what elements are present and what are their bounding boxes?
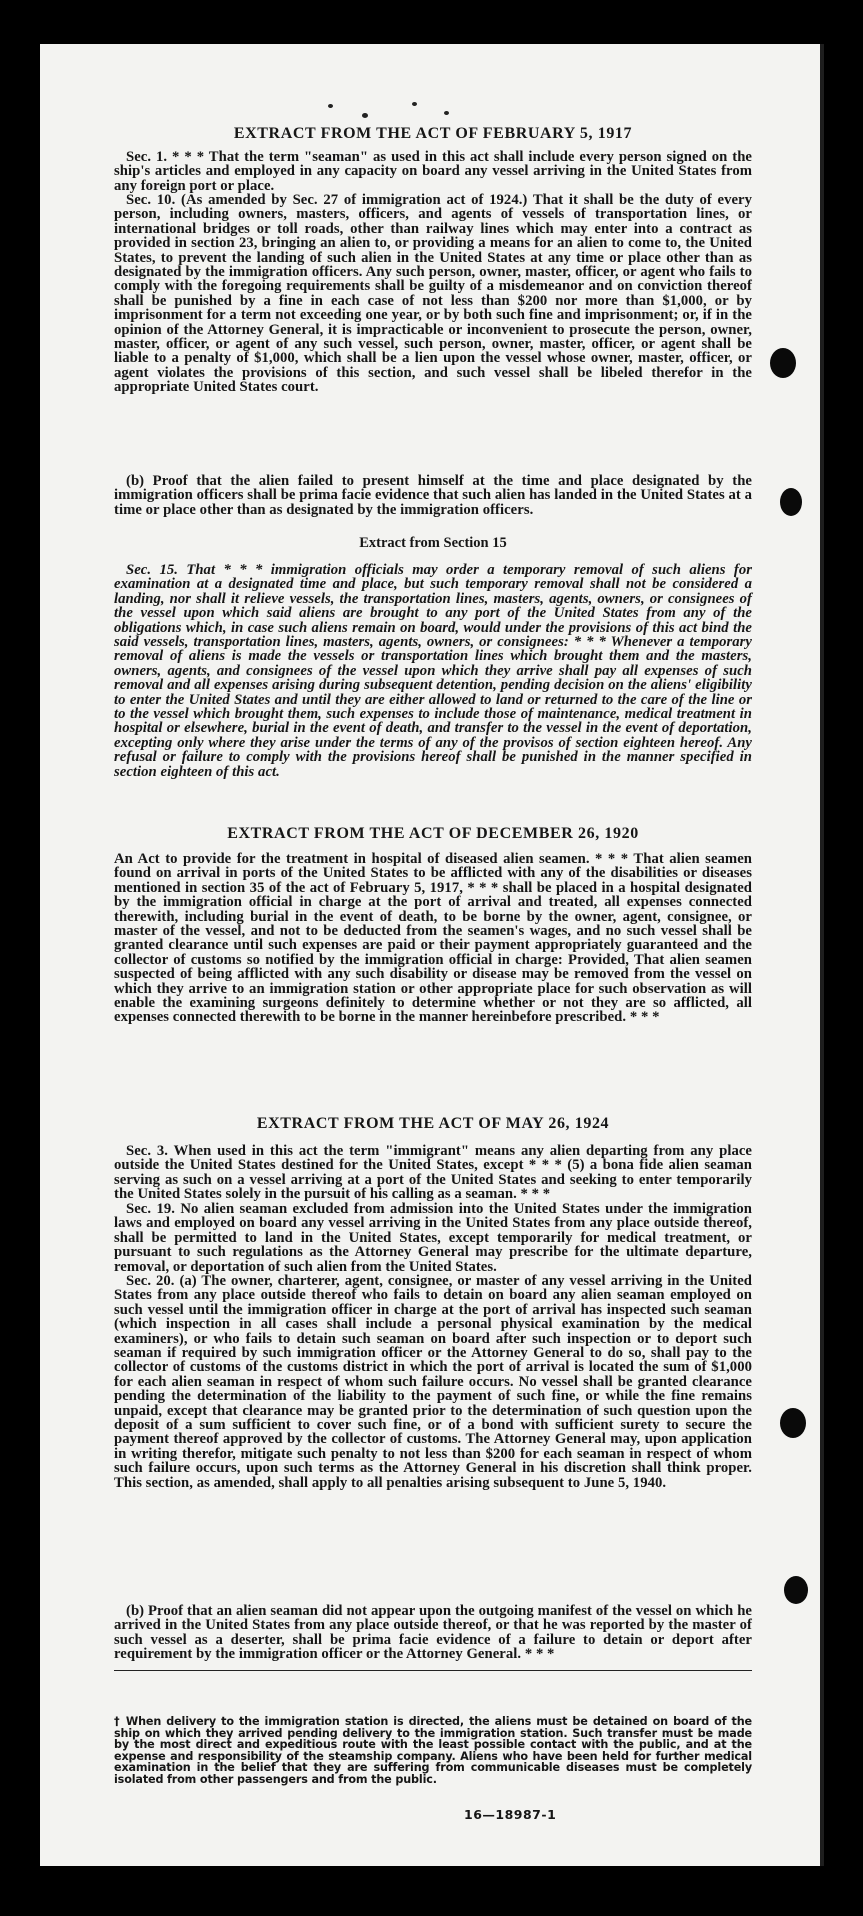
form-code: 16—18987-1 xyxy=(464,1807,557,1822)
page-specks xyxy=(40,100,824,120)
heading-section-15: Extract from Section 15 xyxy=(359,535,507,551)
ink-blot xyxy=(770,348,796,378)
paragraph-sec-10-b: (b) Proof that the alien failed to present himself at the time and place designated by the immigration officers shall be prima facie evidence that such alien has landed in the United States at a time or place other than as designated by the immigration officers. xyxy=(114,473,752,518)
paragraph-sec-20-a: Sec. 20. (a) The owner, charterer, agent, consignee, or master of any vessel arriving in the United States from any place outside thereof who fails to detain on board any alien seaman employed on such vessel until the immigration officer in charge at the port of arrival has inspected such seaman (which inspection in all cases shall include a personal physical examination by the medical examiners), or who fails to detain such seaman on board after such inspection or to deport such seaman if required by such immigration officer or the Attorney General to do so, shall pay to the collector of customs of the customs district in which the port of arrival is located the sum of $1,000 for each alien seaman in respect of whom such failure occurs. No vessel shall be granted clearance pending the determination of the liability to the payment of such fine, or while the fine remains unpaid, except that clearance may be granted prior to the determination of such question upon the deposit of a sum sufficient to cover such fine, or of a bond with sufficient surety to secure the payment thereof approved by the collector of customs. The Attorney General may, upon application in writing therefor, mitigate such penalty to not less than $200 for each seaman in respect of whom such failure occurs, upon such terms as the Attorney General in his discretion shall think proper. This section, as amended, shall apply to all penalties arising subsequent to June 5, 1940. xyxy=(114,1273,752,1491)
document-page xyxy=(40,44,824,1866)
heading-act-dec-1920: EXTRACT FROM THE ACT OF DECEMBER 26, 1920 xyxy=(227,825,639,842)
paragraph-sec-1: Sec. 1. * * * That the term "seaman" as used in this act shall include every person signed on the ship's articles and employed in any capacity on board any vessel arriving in the United States from any foreign port or place. xyxy=(114,149,752,194)
ink-blot xyxy=(784,1576,808,1604)
footnote: † When delivery to the immigration station is directed, the aliens must be detained on board of the ship on which they arrived pending delivery to the immigration station. Such transfer must be made by the most direct and expeditious route with the least possible contact with the public, and at the expense and responsibility of the steamship company. Aliens who have been held for further medical examination in the belief that they are suffering from communicable diseases must be completely isolated from other passengers and from the public. xyxy=(114,1715,752,1786)
paragraph-sec-19: Sec. 19. No alien seaman excluded from admission into the United States under the immigration laws and employed on board any vessel arriving in the United States from any place outside thereof, shall be permitted to land in the United States, except temporarily for medical treatment, or pursuant to such regulations as the Attorney General may prescribe for the ultimate departure, removal, or deportation of such alien from the United States. xyxy=(114,1201,752,1275)
scan-edge-shadow xyxy=(820,44,824,1866)
paragraph-act-1920: An Act to provide for the treatment in hospital of diseased alien seamen. * * * That alien seamen found on arrival in ports of the United States to be afflicted with any of the disabilities or diseases mentioned in section 35 of the act of February 5, 1917, * * * shall be placed in a hospital designated by the immigration official in charge at the port of arrival and treated, all expenses connected therewith, including burial in the event of death, to be borne by the owner, agent, consignee, or master of the vessel, and not to be deducted from the seamen's wages, and no such vessel shall be granted clearance until such expenses are paid or their payment appropriately guaranteed and the collector of customs so notified by the immigration official in charge: Provided, That alien seamen suspected of being afflicted with any such disability or disease may be removed from the vessel on which they arrive to an immigration station or other appropriate place for such observation as will enable the examining surgeons definitely to determine whether or not they are so afflicted, all expenses connected therewith to be borne in the manner hereinbefore prescribed. * * * xyxy=(114,851,752,1026)
paragraph-sec-20-b: (b) Proof that an alien seaman did not appear upon the outgoing manifest of the vessel on which he arrived in the United States from any place outside thereof, or that he was reported by the master of such vessel as a deserter, shall be prima facie evidence of a failure to detain or deport after requirement by the immigration officer or the Attorney General. * * * xyxy=(114,1603,752,1663)
ink-blot xyxy=(780,488,802,516)
heading-act-feb-1917: EXTRACT FROM THE ACT OF FEBRUARY 5, 1917 xyxy=(233,125,633,142)
paragraph-sec-3: Sec. 3. When used in this act the term "immigrant" means any alien departing from any place outside the United States destined for the United States, except * * * (5) a bona fide alien seaman serving as such on a vessel arriving at a port of the United States and seeking to enter temporarily the United States solely in the pursuit of his calling as a seaman. * * * xyxy=(114,1143,752,1203)
paragraph-sec-15: Sec. 15. That * * * immigration officials may order a temporary removal of such aliens for examination at a designated time and place, but such temporary removal shall not be considered a landing, nor shall it relieve vessels, the transportation lines, masters, agents, owners, or consignees of the vessel upon which said aliens are brought to any port of the United States from any of the obligations which, in case such aliens remain on board, would under the provisions of this act bind the said vessels, transportation lines, masters, agents, owners, or consignees: * * * Whenever a temporary removal of aliens is made the vessels or transportation lines which brought them and the masters, owners, agents, and consignees of the vessel upon which they arrive shall pay all expenses of such removal and all expenses arising during subsequent detention, pending decision on the aliens' eligibility to enter the United States and until they are either allowed to land or returned to the care of the line or to the vessel which brought them, such expenses to include those of maintenance, medical treatment in hospital or elsewhere, burial in the event of death, and transfer to the vessel in the event of deportation, excepting only where they arise under the terms of any of the provisos of section eighteen hereof. Any refusal or failure to comply with the provisions hereof shall be punished in the manner specified in section eighteen of this act. xyxy=(114,562,752,780)
ink-blot xyxy=(780,1408,806,1438)
heading-act-may-1924: EXTRACT FROM THE ACT OF MAY 26, 1924 xyxy=(256,1115,610,1132)
paragraph-sec-10: Sec. 10. (As amended by Sec. 27 of immigration act of 1924.) That it shall be the duty of every person, including owners, masters, officers, and agents of vessels of transportation lines, or international bridges or toll roads, other than railway lines which may enter into a contract as provided in section 23, bringing an alien to, or providing a means for an alien to come to, the United States, to prevent the landing of such alien in the United States at any time or place other than as designated by the immigration officers. Any such person, owner, master, officer, or agent who fails to comply with the foregoing requirements shall be guilty of a misdemeanor and on conviction thereof shall be punished by a fine in each case of not less than $200 nor more than $1,000, or by imprisonment for a term not exceeding one year, or by both such fine and imprisonment; or, if in the opinion of the Attorney General, it is impracticable or inconvenient to prosecute the person, owner, master, officer, or agent of any such vessel, such person, owner, master, officer, or agent shall be liable to a penalty of $1,000, which shall be a lien upon the vessel whose owner, master, officer, or agent violates the provisions of this section, and such vessel shall be libeled therefor in the appropriate United States court. xyxy=(114,192,752,396)
footnote-divider xyxy=(114,1670,752,1671)
